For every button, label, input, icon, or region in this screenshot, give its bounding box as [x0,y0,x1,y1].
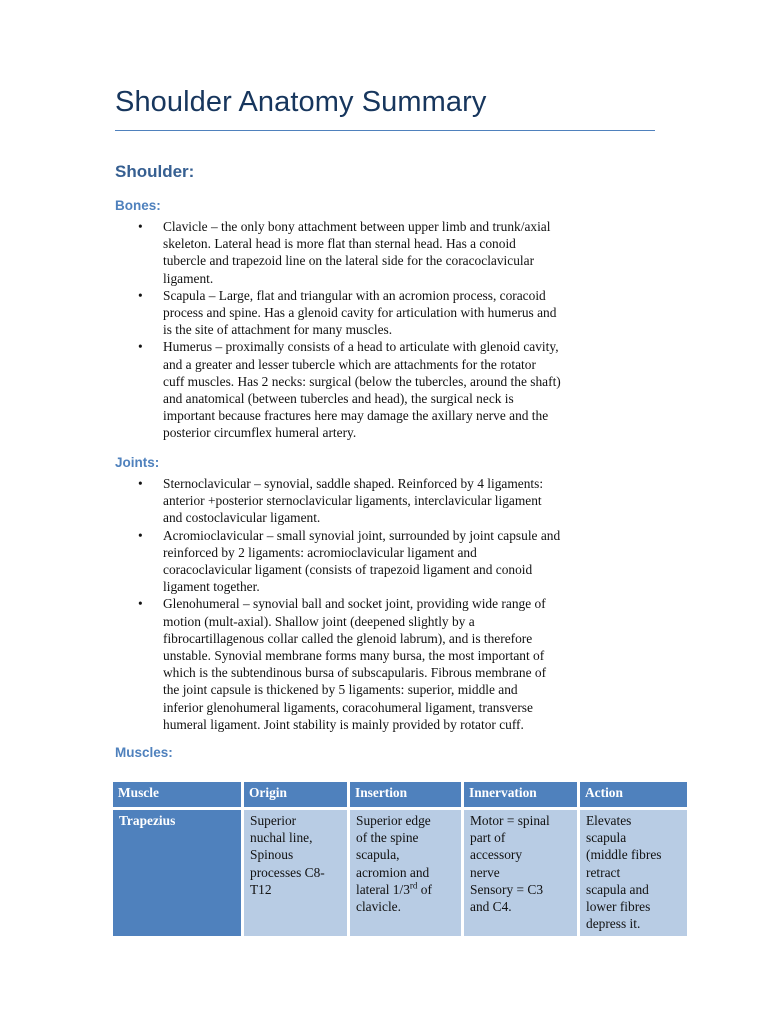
muscle-name-cell: Trapezius [113,810,241,936]
insertion-superscript: rd [409,880,418,891]
list-item: • Glenohumeral – synovial ball and socket joint, providing wide range of motion (mult-axial). Shallow joint (deepened slightly by a fibrocartillagenous collar called the glenoid labrum), and is therefore unstable. Synovial membrane forms many bursa, the most important of which is the subtendinous bursa of subscapularis. Fibrous membrane of the joint capsule is thickened by 5 ligaments: superior, middle and inferior glenohumeral ligaments, coracohumeral ligament, transverse humeral ligament. Joint stability is mainly provided by rotator cuff. [138,596,547,732]
action-cell: Elevates scapula (middle fibres retract scapula and lower fibres depress it. [580,810,687,936]
bullet-icon: • [138,287,143,303]
table-row [113,810,687,936]
insertion-fraction-suffix: of [417,881,432,897]
table-header-row [113,782,687,807]
list-item: • Humerus – proximally consists of a head to articulate with glenoid cavity, and a greater and lesser tubercle which are attachments for the rotator cuff muscles. Has 2 necks: surgical (below the tubercles, around the shaft) and anatomical (between tubercles and head), the surgical neck is important because fractures here may damage the axillary nerve and the posterior circumflex humeral artery. [138,339,561,441]
list-item: • Sternoclavicular – synovial, saddle shaped. Reinforced by 4 ligaments: anterior +posterior sternoclavicular ligaments, interclavicular ligament and costoclavicular ligament. [138,476,544,526]
insertion-cell [350,810,461,936]
innervation-cell: Motor = spinal part of accessory nerve Sensory = C3 and C4. [464,810,577,936]
section-heading: Shoulder: [115,162,195,181]
insertion-lines-before: Superior edge of the spine scapula, acromion and [356,813,431,880]
origin-cell: Superior nuchal line, Spinous processes C8- T12 [244,810,347,936]
column-header-action: Action [580,782,687,807]
muscles-heading: Muscles: [115,745,173,760]
bullet-icon: • [138,596,143,612]
column-header-muscle: Muscle [113,782,241,807]
list-item: • Acromioclavicular – small synovial joint, surrounded by joint capsule and reinforced by 2 ligaments: acromioclavicular ligament and coracoclavicular ligament (consists of trapezoid ligament and conoid ligament together. [138,527,561,595]
page-title: Shoulder Anatomy Summary [115,86,487,118]
column-header-origin: Origin [244,782,347,807]
bones-list [138,218,658,442]
bullet-icon: • [138,339,143,355]
column-header-innervation: Innervation [464,782,577,807]
bullet-icon: • [138,476,143,491]
list-item: • Clavicle – the only bony attachment between upper limb and trunk/axial skeleton. Lateral head is more flat than sternal head. Has a conoid tubercle and trapezoid line on the lateral side for the coracoclavicular ligament. [138,219,551,286]
joints-heading: Joints: [115,455,160,470]
bones-heading: Bones: [115,198,161,213]
column-header-insertion: Insertion [350,782,461,807]
joints-list [138,475,658,733]
muscles-table [110,779,690,939]
bullet-icon: • [138,527,143,543]
title-divider [115,130,655,131]
bullet-icon: • [138,219,143,234]
insertion-lines-after: clavicle. [356,899,401,915]
insertion-fraction-prefix: lateral 1/3 [356,881,410,897]
list-item: • Scapula – Large, flat and triangular with an acromion process, coracoid process and spine. Has a glenoid cavity for articulation with humerus and is the site of attachment for many muscles. [138,287,557,338]
